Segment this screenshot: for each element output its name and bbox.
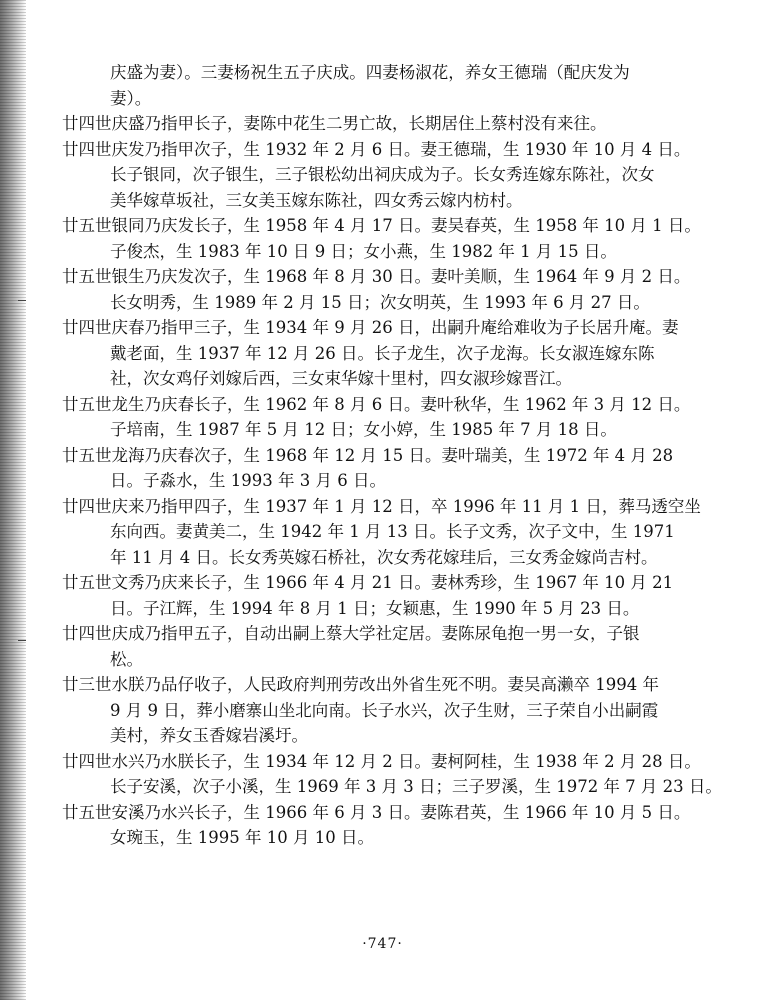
entry-first-line: 廿五世安溪乃水兴长子，生 1966 年 6 月 3 日。妻陈君英，生 1966 年 10 月 5 日。 xyxy=(62,802,691,822)
entry-first-line: 廿四世庆盛乃指甲长子，妻陈中花生二男亡故，长期居住上蔡村没有来往。 xyxy=(62,114,607,133)
entry-continuation-line: 9 月 9 日，葬小磨寨山坐北向南。长子水兴，次子生财，三子荣自小出嗣霞 xyxy=(110,700,659,720)
entry-first-line: 廿四世庆成乃指甲五子，自动出嗣上蔡大学社定居。妻陈尿龟抱一男一女，子银 xyxy=(62,624,640,643)
entry-first-line: 廿四世庆春乃指甲三子，生 1934 年 9 月 26 日，出嗣升庵给难收为子长居升庵。妻 xyxy=(62,318,679,337)
entry-continuation-line: 子俊杰，生 1983 年 10 日 9 日；女小燕，生 1982 年 1 月 15 日。 xyxy=(110,241,617,261)
entry-continuation-line: 戴老面，生 1937 年 12 月 26 日。长子龙生，次子龙海。长女淑连嫁东陈 xyxy=(110,343,655,363)
entry-continuation-line: 松。 xyxy=(110,649,143,669)
entry-first-line: 廿五世龙生乃庆春长子，生 1962 年 8 月 6 日。妻叶秋华，生 1962 年 3 月 12 日。 xyxy=(62,394,691,414)
entry-continuation-line: 庆盛为妻）。三妻杨祝生五子庆成。四妻杨淑花，养女王德瑞（配庆发为 xyxy=(110,63,630,82)
entry-continuation-line: 妻）。 xyxy=(110,88,152,108)
entry-continuation-line: 东向西。妻黄美二，生 1942 年 1 月 13 日。长子文秀，次子文中，生 1971 xyxy=(110,522,675,541)
entry-continuation-line: 女琬玉，生 1995 年 10 月 10 日。 xyxy=(110,828,374,847)
entry-continuation-line: 子培南，生 1987 年 5 月 12 日；女小婷，生 1985 年 7 月 18 日。 xyxy=(110,420,617,439)
entry-continuation-line: 社，次女鸡仔刘嫁后西，三女束华嫁十里村，四女淑珍嫁晋江。 xyxy=(110,369,572,388)
entry-continuation-line: 美村，养女玉香嫁岩溪圩。 xyxy=(110,726,308,745)
entry-first-line: 廿五世龙海乃庆春次子，生 1968 年 12 月 15 日。妻叶瑞美，生 1972 年 4 月 28 xyxy=(62,445,674,465)
entry-continuation-line: 日。子江辉，生 1994 年 8 月 1 日；女颖惠，生 1990 年 5 月 23 日。 xyxy=(110,598,640,618)
entry-first-line: 廿四世庆发乃指甲次子，生 1932 年 2 月 6 日。妻王德瑞，生 1930 年 10 月 4 日。 xyxy=(62,139,691,159)
entry-continuation-line: 年 11 月 4 日。长女秀英嫁石桥社，次女秀花嫁珪后，三女秀金嫁尚吉村。 xyxy=(110,547,658,567)
entry-continuation-line: 美华嫁草坂社，三女美玉嫁东陈社，四女秀云嫁内枋村。 xyxy=(110,190,523,210)
entry-first-line: 廿五世文秀乃庆来长子，生 1966 年 4 月 21 日。妻林秀珍，生 1967 年 10 月 21 xyxy=(62,573,674,592)
entry-first-line: 廿三世水朕乃品仔收子，人民政府判刑劳改出外省生死不明。妻吴高濑卒 1994 年 xyxy=(62,675,659,694)
entry-first-line: 廿四世庆来乃指甲四子，生 1937 年 1 月 12 日，卒 1996 年 11 月 1 日，葬马透空坐 xyxy=(62,496,701,516)
entry-continuation-line: 长子银同，次子银生，三子银松幼出祠庆成为子。长女秀连嫁东陈社，次女 xyxy=(110,165,655,184)
entry-first-line: 廿四世水兴乃水朕长子，生 1934 年 12 月 2 日。妻柯阿桂，生 1938 年 2 月 28 日。 xyxy=(62,751,701,771)
entry-continuation-line: 长子安溪，次子小溪，生 1969 年 3 月 3 日；三子罗溪，生 1972 年 7 月 23 日。 xyxy=(110,777,722,796)
genealogy-text-body xyxy=(62,60,722,851)
entry-first-line: 廿五世银同乃庆发长子，生 1958 年 4 月 17 日。妻吴春英，生 1958 年 10 月 1 日。 xyxy=(62,216,701,235)
entry-first-line: 廿五世银生乃庆发次子，生 1968 年 8 月 30 日。妻叶美顺，生 1964 年 9 月 2 日。 xyxy=(62,267,691,286)
page-number: ·747· xyxy=(362,936,403,952)
entry-continuation-line: 日。子淼水，生 1993 年 3 月 6 日。 xyxy=(110,471,386,490)
entry-continuation-line: 长女明秀，生 1989 年 2 月 15 日；次女明英，生 1993 年 6 月 27 日。 xyxy=(110,292,650,312)
